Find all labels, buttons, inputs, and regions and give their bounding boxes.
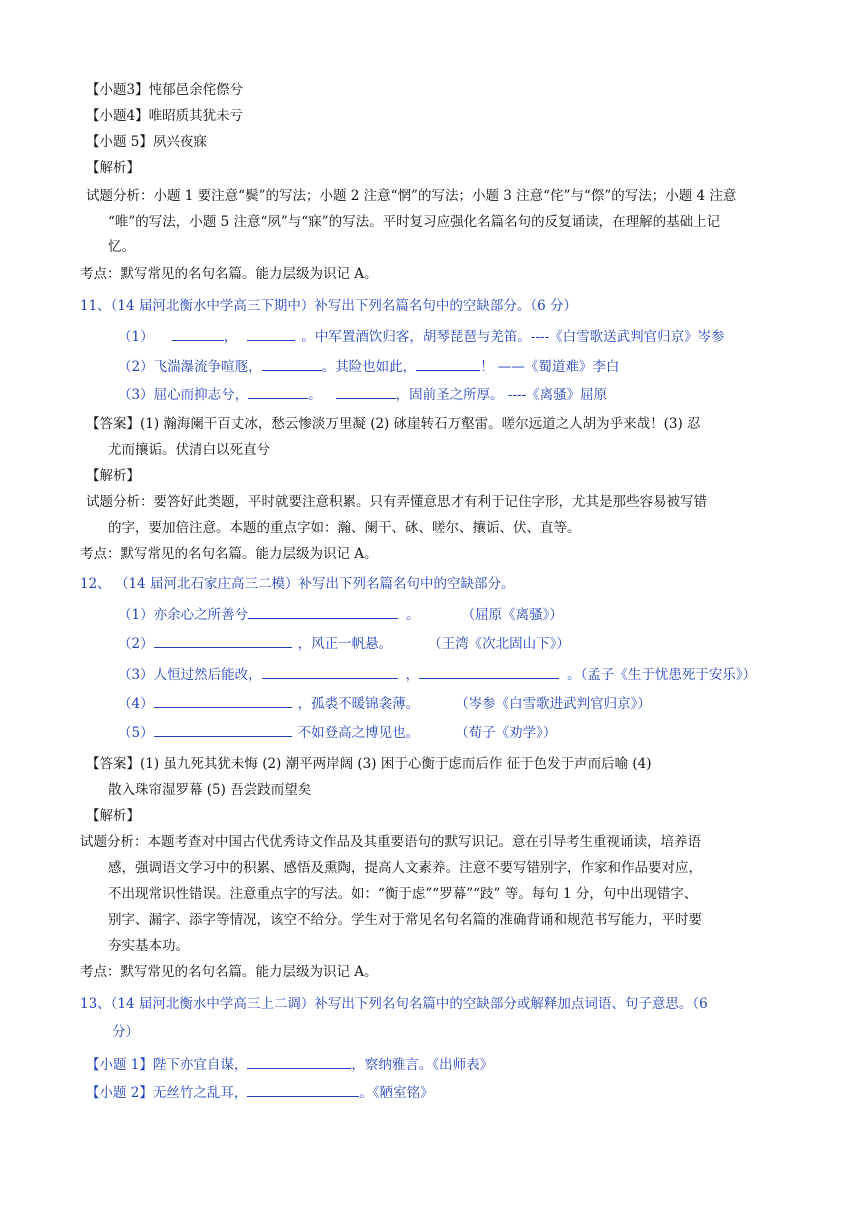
q12-analysis-line3: 不出现常识性错误。注意重点字的写法。如：“衡于虑”“罗幕”“跂” 等。每句 1 分，句中出现错字、	[108, 886, 698, 902]
q11-header: 11、（14 届河北衡水中学高三下期中）补写出下列名篇名句中的空缺部分。（6 分）	[80, 298, 578, 314]
q11-answer-line2: 尤而攘诟。伏清白以死直兮	[108, 442, 270, 458]
fill-blank[interactable]	[336, 384, 396, 399]
q11-item2-mid: 。其险也如此，	[321, 359, 417, 375]
fill-blank[interactable]	[154, 693, 292, 708]
fill-blank[interactable]	[154, 633, 292, 648]
q12-kaodian: 考点：默写常见的名句名篇。能力层级为识记 A。	[80, 964, 378, 980]
q11-answer-line1: 【答案】(1) 瀚海阑干百丈冰，愁云惨淡万里凝 (2) 砯崖转石万壑雷。嗟尔远道之人胡为乎来哉！(3) 忍	[86, 416, 701, 432]
q12-item1-text: （1）亦余心之所善兮	[118, 607, 249, 623]
fill-blank[interactable]	[154, 722, 292, 737]
q13-sub2-rest: 。《陋室铭》	[359, 1085, 434, 1101]
q13-sub1-rest: ，察纳雅言。《出师表》	[351, 1057, 494, 1073]
fill-blank[interactable]	[262, 664, 398, 679]
q12-item3-text: （3）人恒过然后能改，	[118, 667, 262, 683]
fill-blank[interactable]	[419, 664, 559, 679]
q10-kaodian: 考点：默写常见的名句名篇。能力层级为识记 A。	[80, 266, 378, 282]
q11-analysis-line2: 的字，要加倍注意。本题的重点字如：瀚、阑干、砯、嗟尔、攘诟、伏、直等。	[108, 520, 581, 536]
q10-analysis-line1: 试题分析：小题 1 要注意“鬓”的写法；小题 2 注意“惘”的写法；小题 3 注意“侘”与“傺”的写法；小题 4 注意	[86, 188, 737, 204]
q10-jiexi-label: 【解析】	[86, 160, 140, 176]
q11-item2	[118, 356, 619, 377]
answer-sub4: 【小题4】唯昭质其犹未亏	[86, 108, 244, 124]
q10-analysis-line2: “唯”的写法，小题 5 注意“夙”与“寐”的写法。平时复习应强化名篇名句的反复诵读，在理解的基础上记	[108, 214, 721, 230]
q12-item5-source: （荀子《劝学》）	[455, 725, 557, 741]
q12-item1-period: 。	[406, 607, 420, 623]
q11-item1	[118, 326, 725, 347]
q12-analysis-line1: 试题分析：本题考查对中国古代优秀诗文作品及其重要语句的默写识记。意在引导考生重视诵读，培养语	[80, 834, 701, 850]
q12-item2-source: （王湾《次北固山下》）	[428, 636, 570, 652]
answer-sub5: 【小题 5】夙兴夜寐	[86, 134, 207, 150]
q13-header-line1: 13、（14 届河北衡水中学高三上二调）补写出下列名句名篇中的空缺部分或解释加点词语、句子意思。（6	[80, 996, 708, 1012]
fill-blank[interactable]	[262, 356, 322, 371]
q12-answer-line1: 【答案】(1) 虽九死其犹未悔 (2) 潮平两岸阔 (3) 困于心衡于虑而后作 征于色发于声而后喻 (4)	[86, 756, 652, 772]
q12-item4-text: ，孤裘不暖锦衾薄。	[297, 696, 420, 712]
fill-blank[interactable]	[247, 1082, 359, 1097]
q11-item1-number: （1）	[118, 329, 154, 345]
q12-analysis-line2: 感，强调语文学习中的积累、感悟及熏陶，提高人文素养。注意不要写错别字，作家和作品要对应，	[108, 860, 702, 876]
fill-blank[interactable]	[248, 604, 398, 619]
q11-item3-text: （3）屈心而抑志兮，	[118, 387, 249, 403]
q11-item1-rest: 。中军置酒饮归客，胡琴琵琶与羌笛。----《白雪歌送武判官归京》岑参	[301, 329, 725, 345]
q13-sub1	[86, 1054, 493, 1075]
fill-blank[interactable]	[172, 326, 224, 341]
q12-item3-comma: ，	[405, 667, 420, 683]
q12-header: 12、 （14 届河北石家庄高三二模）补写出下列名篇名句中的空缺部分。	[80, 576, 515, 592]
q12-analysis-line4: 别字、漏字、添字等情况，该空不给分。学生对于常见名句名篇的准确背诵和规范书写能力，平时要	[108, 912, 702, 928]
q11-item2-rest: ！ ——《蜀道难》李白	[480, 359, 620, 375]
q12-item2-text: ，风正一帆悬。	[297, 636, 393, 652]
fill-blank[interactable]	[248, 384, 308, 399]
q13-header-line2: 分）	[112, 1024, 139, 1040]
fill-blank[interactable]	[416, 356, 480, 371]
q11-item3-rest: ，固前圣之所厚。 ----《离骚》屈原	[395, 387, 608, 403]
q13-sub2	[86, 1082, 434, 1103]
fill-blank[interactable]	[247, 1054, 351, 1069]
q11-jiexi-label: 【解析】	[86, 468, 140, 484]
fill-blank[interactable]	[247, 326, 295, 341]
q12-jiexi-label: 【解析】	[86, 808, 140, 824]
q13-sub2-text: 【小题 2】无丝竹之乱耳，	[86, 1085, 248, 1101]
q12-item2-number: （2）	[118, 636, 154, 652]
q12-answer-line2: 散入珠帘湿罗幕 (5) 吾尝跂而望矣	[108, 782, 312, 798]
answer-sub3: 【小题3】忳郁邑余侘傺兮	[86, 82, 244, 98]
q12-item4	[118, 693, 651, 714]
q12-item1-source: （屈原《离骚》）	[461, 607, 563, 623]
q12-item3	[118, 664, 756, 685]
q12-item5-number: （5）	[118, 725, 154, 741]
q12-item3-source: 。（孟子《生于忧患死于安乐》）	[567, 667, 757, 683]
q12-item4-source: （岑参《白雪歌进武判官归京》）	[455, 696, 651, 712]
q11-analysis-line1: 试题分析：要答好此类题，平时就要注意积累。只有弄懂意思才有利于记住字形，尤其是那些容易被写错	[86, 494, 707, 510]
q12-item5	[118, 722, 556, 743]
q10-analysis-line3: 忆。	[108, 239, 135, 255]
q11-item3-mid: 。	[308, 387, 322, 403]
q11-item2-text: （2）飞湍瀑流争喧豗，	[118, 359, 262, 375]
q13-sub1-text: 【小题 1】陛下亦宜自谋，	[86, 1057, 248, 1073]
q11-item1-comma: ，	[223, 329, 238, 345]
q12-item1	[118, 604, 563, 625]
q11-item3	[118, 384, 607, 405]
q12-analysis-line5: 夯实基本功。	[108, 938, 189, 954]
q12-item5-text: 不如登高之博见也。	[297, 725, 420, 741]
q12-item4-number: （4）	[118, 696, 154, 712]
q11-kaodian: 考点：默写常见的名句名篇。能力层级为识记 A。	[80, 546, 378, 562]
q12-item2	[118, 633, 570, 654]
